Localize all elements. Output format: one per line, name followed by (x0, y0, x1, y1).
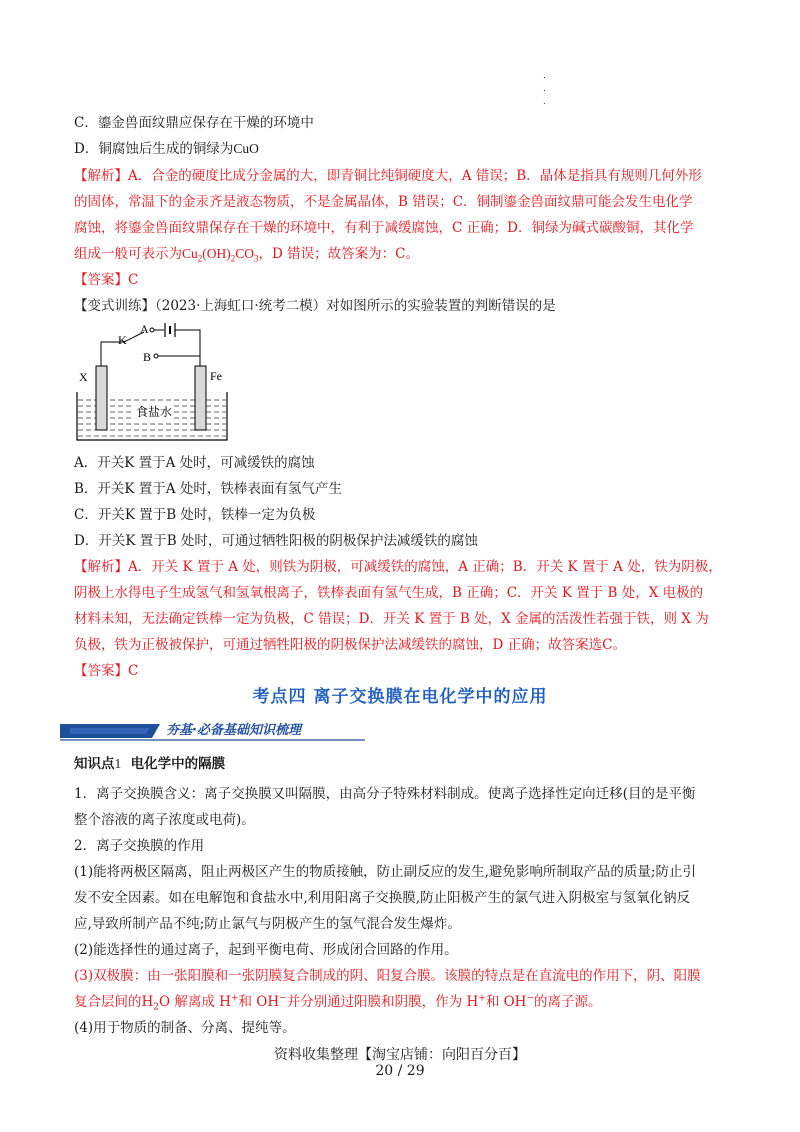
text: 和 OH (485, 994, 527, 1010)
formula-sub: 3 (254, 253, 259, 264)
option-c-2: C．开关K 置于B 处时，铁棒一定为负极 (74, 507, 316, 523)
variant-label: 【变式训练】 (74, 298, 155, 314)
analysis-text: 组成一般可表示为 (74, 246, 182, 262)
formula-sub: 2 (153, 1002, 160, 1013)
page-number: 20 / 29 (375, 1063, 425, 1079)
formula-part: (OH) (202, 246, 231, 261)
formula-sub: 2 (230, 253, 236, 264)
banner-text: 夯基·必备基础知识梳理 (166, 723, 301, 738)
electrode-fe (195, 366, 206, 430)
dot: . (543, 97, 546, 107)
option-a: A．开关K 置于A 处时，可减缓铁的腐蚀 (74, 455, 315, 471)
option-c: C．鎏金兽面纹鼎应保存在干燥的环境中 (74, 115, 314, 131)
formula-part: O (159, 994, 171, 1010)
formula-part: CO (235, 246, 255, 261)
knowledge-title-prefix: 知识点 (74, 756, 115, 772)
label-b: B (143, 350, 152, 364)
label-x: X (79, 370, 88, 384)
option-d (74, 137, 734, 161)
contact-b (154, 354, 158, 358)
analysis-line: 材料未知，无法确定铁棒一定为负极，C 错误；D．开关 K 置于 B 处，X 金属的活泼性若强于铁，则 X 为 (74, 611, 709, 627)
formula-part: Cu (182, 246, 198, 261)
label-k: K (118, 333, 127, 347)
answer-1: 【答案】C (74, 272, 139, 288)
analysis-line: 负极，铁为正极被保护，可通过牺牲阳极的阴极保护法减缓铁的腐蚀，D 正确；故答案选C。 (74, 637, 626, 653)
item2-1-line: 发不安全因素。如在电解饱和食盐水中,利用阳离子交换膜,防止阳极产生的氯气进入阴极室与氢氧化钠反 (74, 890, 691, 906)
item2-title: 2．离子交换膜的作用 (74, 838, 205, 854)
item1-line: 整个溶液的离子浓度或电荷)。 (74, 812, 255, 828)
option-d-2: D．开关K 置于B 处时，可通过牺牲阳极的阴极保护法减缓铁的腐蚀 (74, 533, 478, 549)
knowledge-title (74, 752, 734, 776)
option-d-formula: CuO (233, 141, 259, 156)
section-heading: 考点四 离子交换膜在电化学中的应用 (252, 687, 548, 707)
analysis-line: 【解析】A．开关 K 置于 A 处，则铁为阴极，可减缓铁的腐蚀，A 正确；B．开关 K 置于 A 处，铁为阴极， (74, 559, 722, 575)
item1-line: 1．离子交换膜含义：离子交换膜又叫隔膜，由高分子特殊材料制成。使离子选择性定向迁移(目的是平衡 (74, 786, 696, 802)
charge-sup: + (230, 993, 239, 1004)
charge-sup: + (478, 993, 486, 1004)
item2-3-line1: (3)双极膜：由一张阳膜和一张阴膜复合制成的阴、阳复合膜。该膜的特点是在直流电的作用下，阴、阳膜 (74, 968, 701, 984)
formula-part: H (141, 994, 154, 1010)
option-b: B．开关K 置于A 处时，铁棒表面有氢气产生 (74, 481, 342, 497)
text: 解离成 H (170, 994, 231, 1010)
text: 的离子源。 (534, 994, 602, 1010)
contact-a (150, 328, 154, 332)
text: 并分别通过阳膜和阴膜，作为 H (286, 994, 479, 1010)
item2-1-line: (1)能将两极区隔离，阻止两极区产生的物质接触，防止副反应的发生,避免影响所制取产品的质量;防止引 (74, 864, 696, 880)
analysis-line: 腐蚀，将鎏金兽面纹鼎保存在干燥的环境中，有利于减缓腐蚀，C 正确；D．铜绿为碱式碳酸铜，其化学 (74, 220, 694, 236)
charge-sup: − (279, 993, 287, 1004)
option-d-text: D．铜腐蚀后生成的铜绿为 (74, 141, 234, 157)
electrochemistry-diagram (74, 320, 234, 442)
knowledge-title-num: 1 (114, 756, 122, 771)
label-a: A (140, 322, 149, 336)
analysis-text: ，D 错误；故答案为：C。 (258, 246, 419, 262)
formula-basic-copper-carbonate (182, 246, 259, 264)
corner-dots (543, 70, 546, 109)
charge-sup: − (526, 993, 534, 1004)
dot: . (543, 84, 546, 94)
item2-1-line: 应,导致所制产品不纯;防止氯气与阴极产生的氢气混合发生爆炸。 (74, 916, 461, 932)
electrode-x (96, 366, 107, 430)
wire-right (184, 330, 200, 366)
variant-training (74, 294, 734, 318)
formula-sub: 2 (197, 253, 203, 264)
label-fe: Fe (210, 369, 222, 383)
analysis-line (74, 242, 734, 266)
section-banner (60, 720, 365, 742)
knowledge-title-text: 电化学中的隔膜 (130, 756, 226, 772)
answer-2: 【答案】C (74, 663, 139, 679)
analysis-line: 阴极上水得电子生成氢气和氢氧根离子，铁棒表面有氢气生成，B 正确；C．开关 K 置于 B 处，X 电极的 (74, 585, 704, 601)
dot: . (543, 71, 546, 81)
item2-4: (4)用于物质的制备、分离、提纯等。 (74, 1020, 296, 1036)
variant-text: （2023·上海虹口·统考二模）对如图所示的实验装置的判断错误的是 (155, 298, 556, 314)
text: 复合层间的 (74, 994, 142, 1010)
footer-source: 资料收集整理【淘宝店铺：向阳百分百】 (274, 1047, 526, 1063)
text: 和 OH (238, 994, 280, 1010)
item2-3-line2 (74, 990, 734, 1014)
analysis-line: 的固体，常温下的金汞齐是液态物质，不是金属晶体，B 错误；C．铜制鎏金兽面纹鼎可能会发生电化学 (74, 194, 693, 210)
item2-2: (2)能选择性的通过离子，起到平衡电荷、形成闭合回路的作用。 (74, 942, 458, 958)
analysis-line: 【解析】A．合金的硬度比成分金属的大，即青铜比纯铜硬度大，A 错误；B．晶体是指具有规则几何外形 (74, 168, 702, 184)
label-solution: 食盐水 (136, 405, 173, 419)
